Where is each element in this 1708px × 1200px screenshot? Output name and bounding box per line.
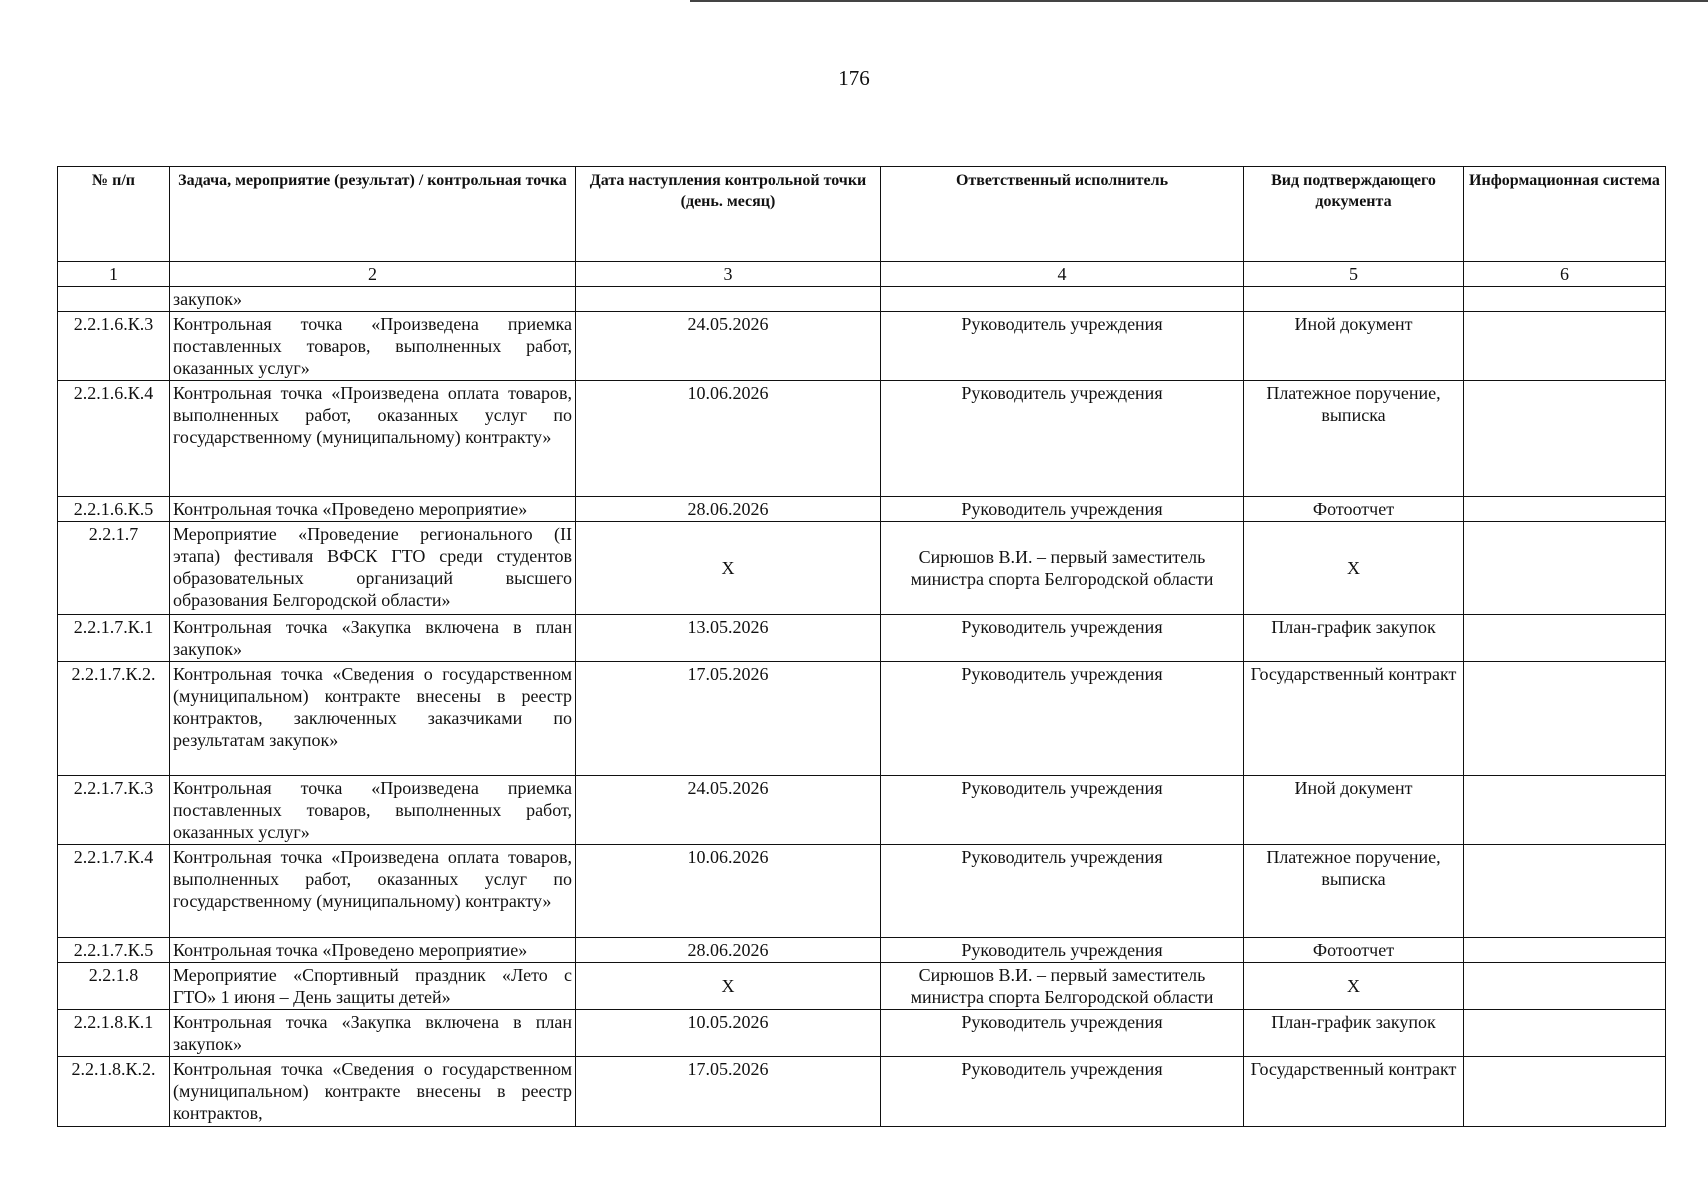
column-number: 2 [170, 262, 576, 287]
row-number: 2.2.1.7.К.5 [58, 938, 170, 963]
table-row [58, 938, 1666, 963]
responsible-person: Руководитель учреждения [881, 615, 1244, 662]
table-row [58, 522, 1666, 615]
row-number: 2.2.1.7 [58, 522, 170, 615]
table-row [58, 1010, 1666, 1057]
row-number: 2.2.1.6.К.3 [58, 312, 170, 381]
column-number: 6 [1464, 262, 1666, 287]
document-type: Платежное поручение, выписка [1244, 381, 1464, 497]
control-date: 10.06.2026 [576, 381, 881, 497]
table-row [58, 776, 1666, 845]
document-type: План-график закупок [1244, 1010, 1464, 1057]
header-document: Вид подтверждающего документа [1244, 167, 1464, 262]
table-row [58, 963, 1666, 1010]
document-type: Государственный контракт [1244, 662, 1464, 776]
document-type: Фотоотчет [1244, 497, 1464, 522]
document-type: Х [1244, 963, 1464, 1010]
responsible-person [881, 287, 1244, 312]
table-row [58, 845, 1666, 938]
column-number: 3 [576, 262, 881, 287]
task-text: Контрольная точка «Закупка включена в план закупок» [170, 1010, 576, 1057]
responsible-person: Сирюшов В.И. – первый заместитель министра спорта Белгородской области [881, 963, 1244, 1010]
control-date: Х [576, 522, 881, 615]
control-date: Х [576, 963, 881, 1010]
control-date: 24.05.2026 [576, 776, 881, 845]
task-text: Контрольная точка «Закупка включена в план закупок» [170, 615, 576, 662]
document-type: Иной документ [1244, 312, 1464, 381]
info-system [1464, 615, 1666, 662]
responsible-person: Руководитель учреждения [881, 845, 1244, 938]
table-row [58, 287, 1666, 312]
header-task: Задача, мероприятие (результат) / контрольная точка [170, 167, 576, 262]
header-row [58, 167, 1666, 262]
row-number [58, 287, 170, 312]
responsible-person: Руководитель учреждения [881, 776, 1244, 845]
document-type [1244, 287, 1464, 312]
row-number: 2.2.1.8.К.1 [58, 1010, 170, 1057]
responsible-person: Руководитель учреждения [881, 497, 1244, 522]
task-text: Контрольная точка «Сведения о государственном (муниципальном) контракте внесены в реестр контрактов, заключенных заказчиками по результатам закупок» [170, 662, 576, 776]
row-number: 2.2.1.8.К.2. [58, 1057, 170, 1127]
task-text: Контрольная точка «Проведено мероприятие» [170, 497, 576, 522]
row-number: 2.2.1.8 [58, 963, 170, 1010]
responsible-person: Руководитель учреждения [881, 312, 1244, 381]
info-system [1464, 963, 1666, 1010]
info-system [1464, 497, 1666, 522]
document-type: План-график закупок [1244, 615, 1464, 662]
document-type: Иной документ [1244, 776, 1464, 845]
row-number: 2.2.1.6.К.4 [58, 381, 170, 497]
info-system [1464, 312, 1666, 381]
control-date: 28.06.2026 [576, 497, 881, 522]
responsible-person: Руководитель учреждения [881, 381, 1244, 497]
control-date: 13.05.2026 [576, 615, 881, 662]
info-system [1464, 1010, 1666, 1057]
table-row [58, 312, 1666, 381]
table-row [58, 381, 1666, 497]
document-type: Фотоотчет [1244, 938, 1464, 963]
task-text: Контрольная точка «Произведена оплата товаров, выполненных работ, оказанных услуг по государственному (муниципальному) контракту» [170, 381, 576, 497]
header-date: Дата наступления контрольной точки (день. месяц) [576, 167, 881, 262]
control-date: 28.06.2026 [576, 938, 881, 963]
task-text: закупок» [170, 287, 576, 312]
column-number: 5 [1244, 262, 1464, 287]
info-system [1464, 1057, 1666, 1127]
info-system [1464, 938, 1666, 963]
info-system [1464, 776, 1666, 845]
task-text: Контрольная точка «Сведения о государственном (муниципальном) контракте внесены в реестр контрактов, [170, 1057, 576, 1127]
row-number: 2.2.1.7.К.2. [58, 662, 170, 776]
info-system [1464, 522, 1666, 615]
column-number-row [58, 262, 1666, 287]
row-number: 2.2.1.6.К.5 [58, 497, 170, 522]
control-date: 10.06.2026 [576, 845, 881, 938]
column-number: 1 [58, 262, 170, 287]
top-border-line [690, 0, 1708, 2]
row-number: 2.2.1.7.К.3 [58, 776, 170, 845]
control-date [576, 287, 881, 312]
task-text: Мероприятие «Проведение регионального (II этапа) фестиваля ВФСК ГТО среди студентов образовательных организаций высшего образования Белгородской области» [170, 522, 576, 615]
row-number: 2.2.1.7.К.4 [58, 845, 170, 938]
control-points-table [57, 166, 1666, 1127]
responsible-person: Руководитель учреждения [881, 662, 1244, 776]
responsible-person: Руководитель учреждения [881, 1057, 1244, 1127]
table-row [58, 615, 1666, 662]
info-system [1464, 662, 1666, 776]
control-date: 24.05.2026 [576, 312, 881, 381]
header-responsible: Ответственный исполнитель [881, 167, 1244, 262]
table-row [58, 1057, 1666, 1127]
column-number: 4 [881, 262, 1244, 287]
header-system: Информационная система [1464, 167, 1666, 262]
document-type: Х [1244, 522, 1464, 615]
header-num: № п/п [58, 167, 170, 262]
row-number: 2.2.1.7.К.1 [58, 615, 170, 662]
control-date: 17.05.2026 [576, 1057, 881, 1127]
task-text: Контрольная точка «Произведена приемка поставленных товаров, выполненных работ, оказанных услуг» [170, 776, 576, 845]
control-date: 10.05.2026 [576, 1010, 881, 1057]
control-date: 17.05.2026 [576, 662, 881, 776]
document-type: Государственный контракт [1244, 1057, 1464, 1127]
task-text: Контрольная точка «Проведено мероприятие» [170, 938, 576, 963]
info-system [1464, 845, 1666, 938]
info-system [1464, 381, 1666, 497]
page-number: 176 [838, 66, 870, 90]
table-row [58, 497, 1666, 522]
responsible-person: Руководитель учреждения [881, 938, 1244, 963]
task-text: Контрольная точка «Произведена оплата товаров, выполненных работ, оказанных услуг по государственному (муниципальному) контракту» [170, 845, 576, 938]
task-text: Мероприятие «Спортивный праздник «Лето с ГТО» 1 июня – День защиты детей» [170, 963, 576, 1010]
responsible-person: Сирюшов В.И. – первый заместитель министра спорта Белгородской области [881, 522, 1244, 615]
document-type: Платежное поручение, выписка [1244, 845, 1464, 938]
info-system [1464, 287, 1666, 312]
task-text: Контрольная точка «Произведена приемка поставленных товаров, выполненных работ, оказанных услуг» [170, 312, 576, 381]
table-row [58, 662, 1666, 776]
responsible-person: Руководитель учреждения [881, 1010, 1244, 1057]
